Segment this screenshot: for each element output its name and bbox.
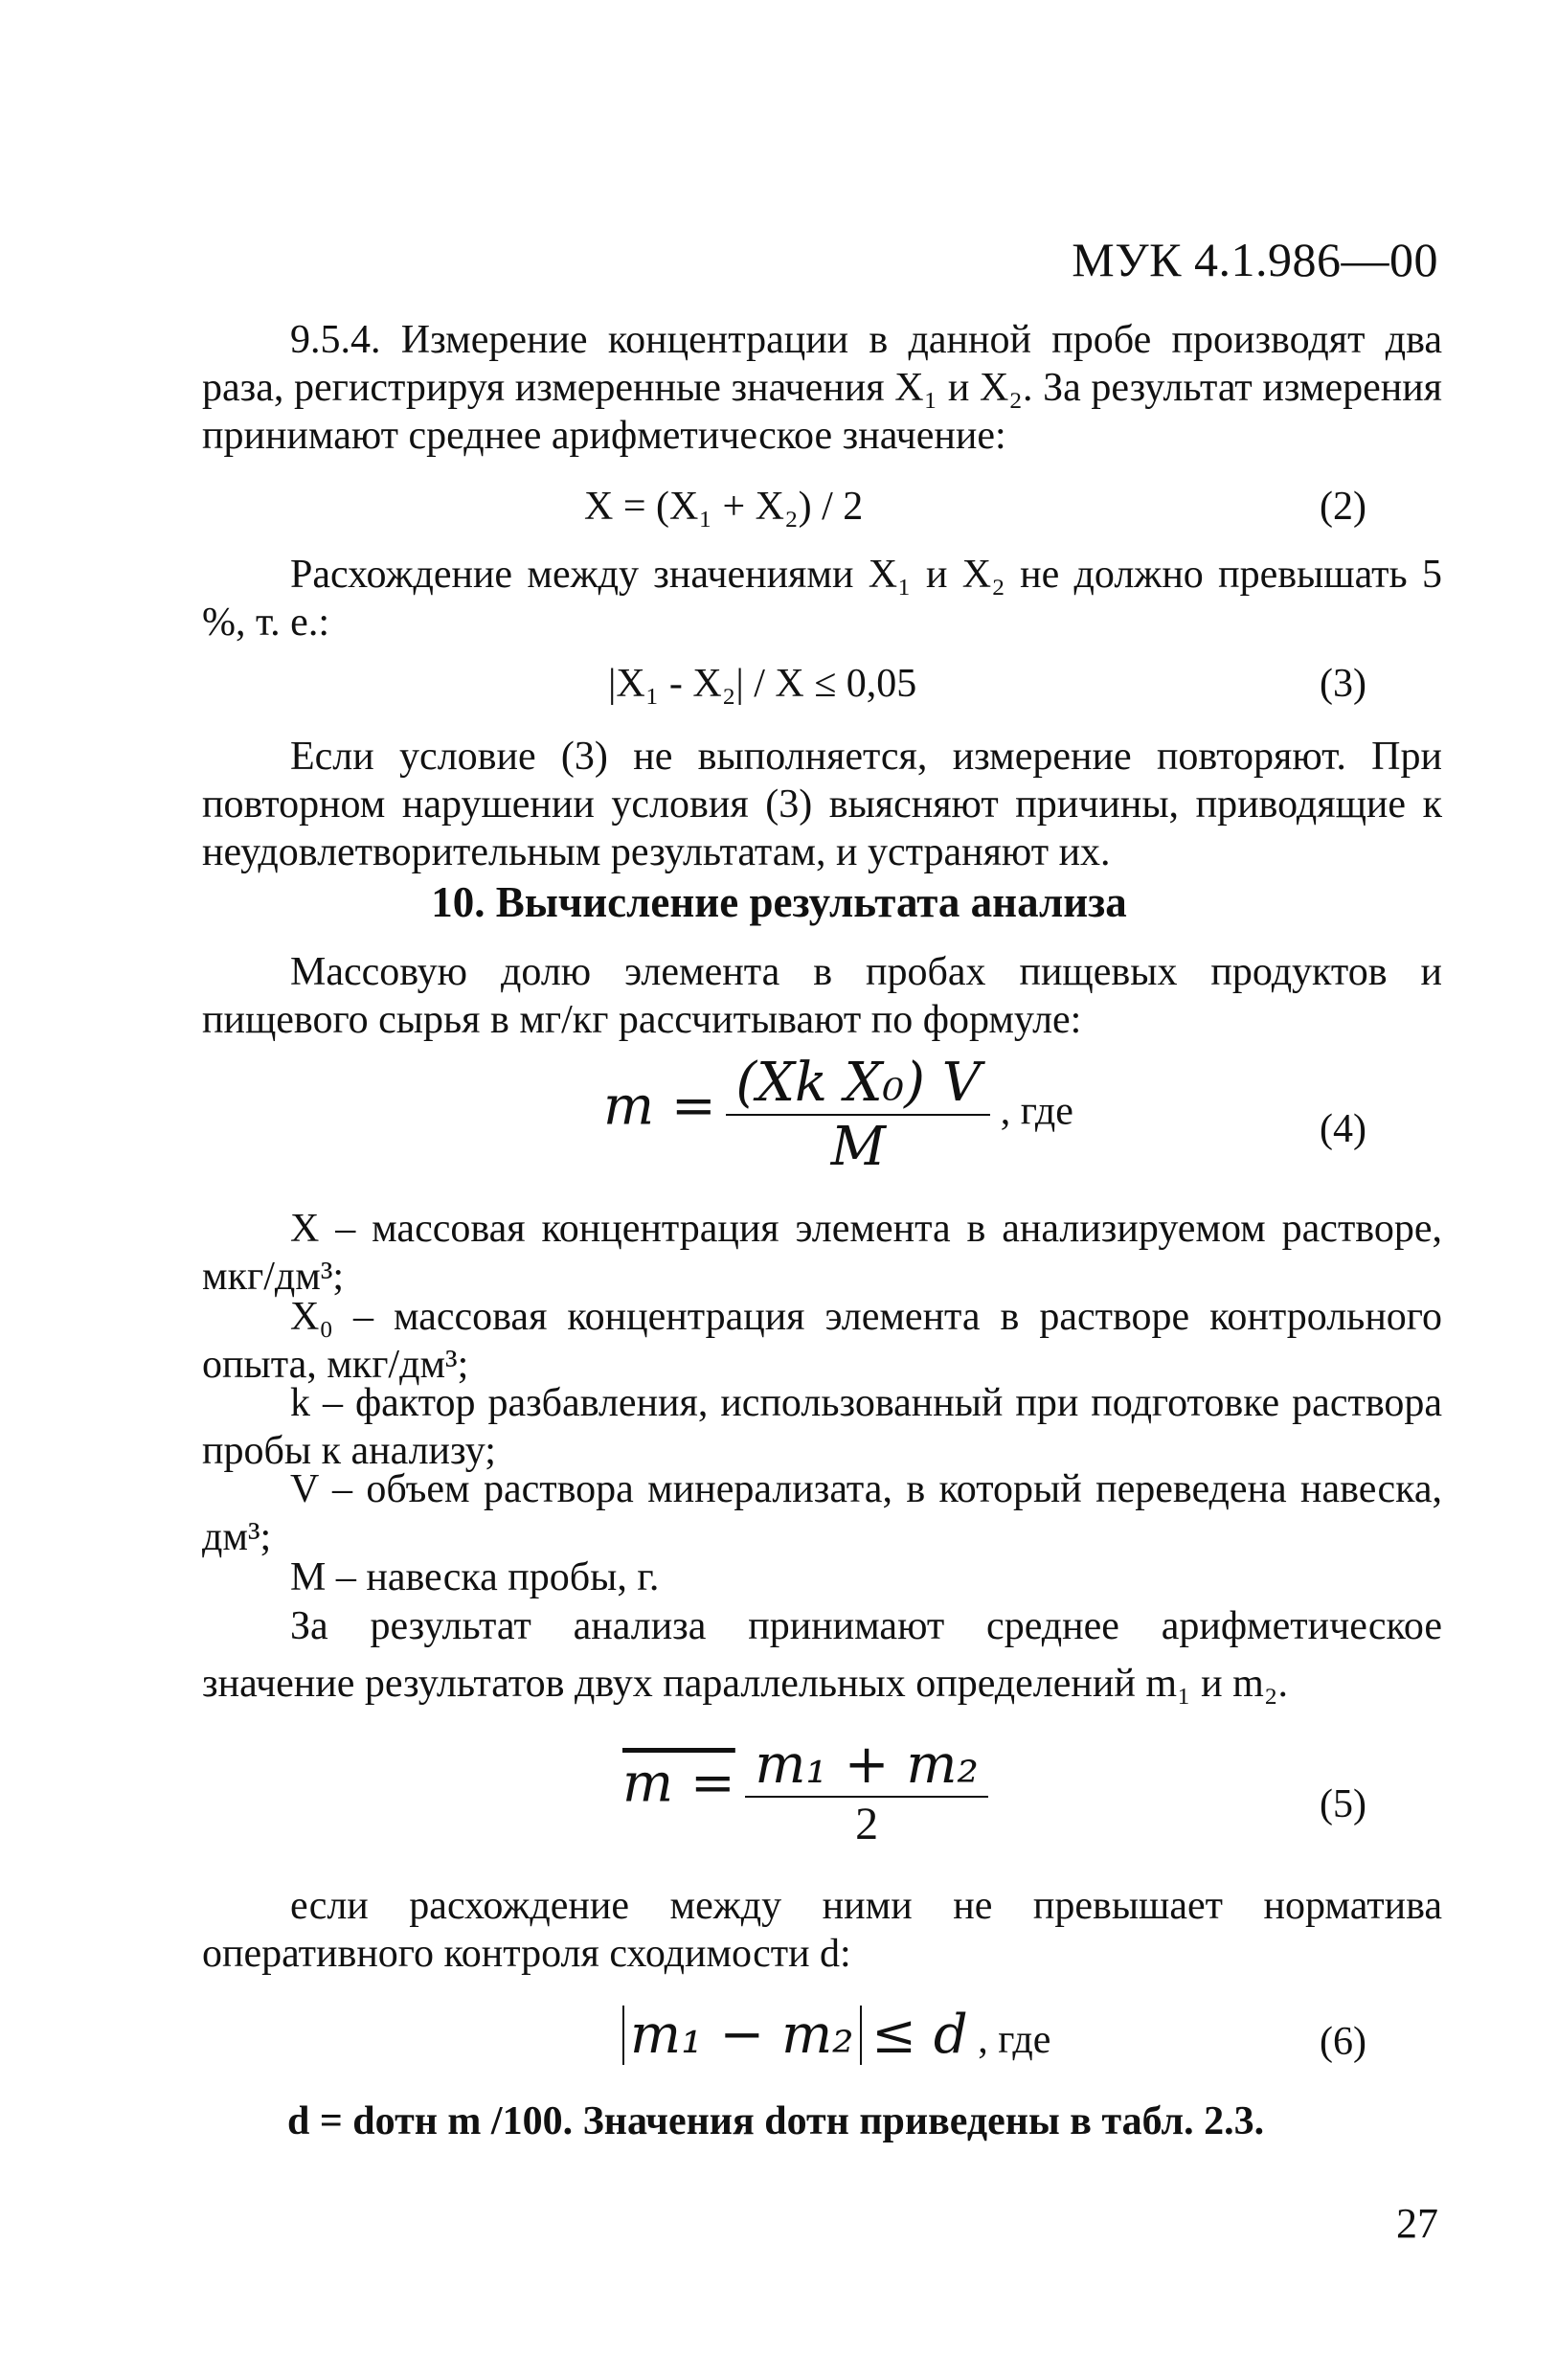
formula-5-numerator: m₁ + m₂ — [745, 1734, 988, 1798]
formula-6 — [622, 2004, 1050, 2066]
formula-6-tail: , где — [978, 2018, 1051, 2062]
formula-4-denominator: M — [830, 1116, 886, 1178]
paragraph-tolerance: если расхождение между ними не превышает норматива оперативного контроля сходимости d: — [202, 1884, 1442, 1976]
formula-4 — [603, 1052, 1073, 1178]
formula-6-abs: m₁ − m₂ — [622, 2006, 862, 2065]
formula-5-denominator: 2 — [855, 1799, 879, 1849]
equation-number-5: (5) — [1320, 1782, 1366, 1826]
paragraph-divergence: Расхождение между значениями X₁ и X₂ не должно превышать 5 %, т. е.: — [202, 553, 1442, 645]
formula-4-tail: , где — [1000, 1089, 1073, 1134]
paragraph-repeat: Если условие (3) не выполняется, измерение повторяют. При повторном нарушении условия (3) выясняют причины, приводящие к неудовлетворительным результатам, и устраняют их. — [202, 735, 1442, 874]
paragraph-d-definition: d = dотн m /100. Значения dотн приведены в табл. 2.3. — [287, 2099, 1265, 2143]
formula-2: X = (X₁ + X₂) / 2 — [584, 485, 864, 529]
formula-3: |X₁ - X₂| / X ≤ 0,05 — [608, 662, 917, 706]
definition-v: V – объем раствора минерализата, в который переведена навеска, дм³; — [202, 1467, 1442, 1559]
formula-5 — [622, 1734, 988, 1850]
formula-5-lhs: m = — [622, 1752, 735, 1815]
section-title: 10. Вычисление результата анализа — [431, 878, 1127, 926]
equation-number-6: (6) — [1320, 2020, 1366, 2064]
definition-x0: X₀ – массовая концентрация элемента в растворе контрольного опыта, мкг/дм³; — [202, 1295, 1442, 1387]
formula-6-rhs: ≤ d — [871, 2004, 968, 2066]
equation-number-2: (2) — [1320, 485, 1366, 529]
definition-x: X – массовая концентрация элемента в анализируемом растворе, мкг/дм³; — [202, 1207, 1442, 1299]
definition-m: M – навеска пробы, г. — [290, 1555, 660, 1599]
document-header: МУК 4.1.986—00 — [1072, 233, 1438, 286]
formula-5-fraction — [745, 1734, 988, 1850]
formula-4-fraction — [726, 1052, 990, 1178]
formula-4-lhs: m = — [603, 1075, 716, 1138]
equation-number-3: (3) — [1320, 662, 1366, 706]
paragraph-9-5-4: 9.5.4. Измерение концентрации в данной пробе производят два раза, регистрируя измеренные значения X₁ и X₂. За результат измерения принимают среднее арифметическое значение: — [202, 318, 1442, 458]
page-number: 27 — [1396, 2200, 1438, 2247]
paragraph-mean-result: За результат анализа принимают среднее арифметическое значение результатов двух параллельных определений m₁ и m₂. — [202, 1604, 1442, 1706]
paragraph-mass-fraction: Массовую долю элемента в пробах пищевых продуктов и пищевого сырья в мг/кг рассчитывают по формуле: — [202, 950, 1442, 1042]
definition-k: k – фактор разбавления, использованный при подготовке раствора пробы к анализу; — [202, 1381, 1442, 1473]
equation-number-4: (4) — [1320, 1107, 1366, 1151]
formula-4-numerator: (Xk X₀) V — [726, 1052, 990, 1116]
